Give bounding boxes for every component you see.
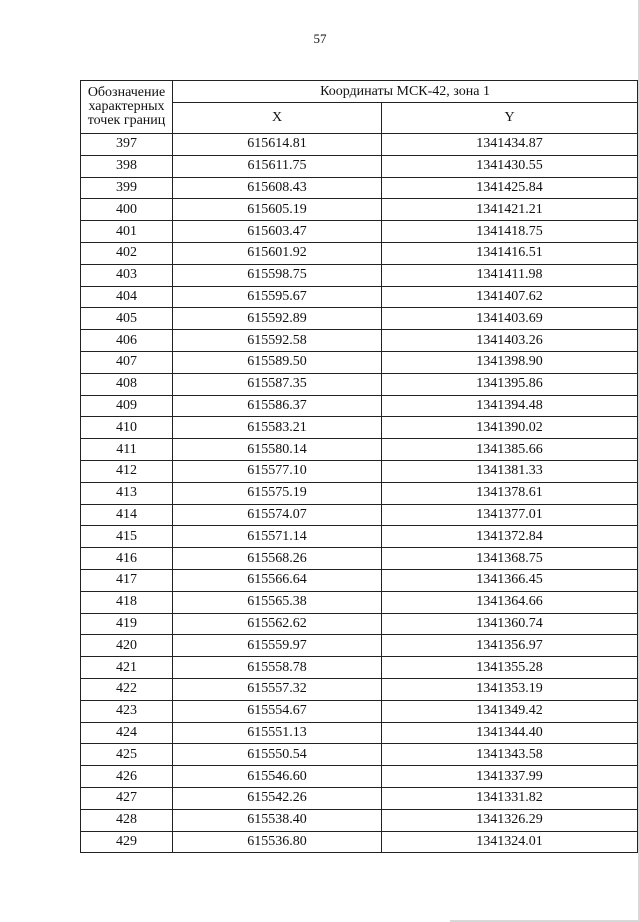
table-row [81,308,638,330]
y-coordinate-cell: 1341403.69 [382,308,638,330]
header-x: X [173,103,382,134]
x-coordinate-cell: 615598.75 [173,264,382,286]
x-coordinate-cell: 615554.67 [173,700,382,722]
y-coordinate-cell: 1341324.01 [382,831,638,853]
point-id-cell: 406 [81,330,173,352]
header-coords-title: Координаты МСК-42, зона 1 [173,81,638,103]
table-row [81,831,638,853]
point-id-cell: 409 [81,395,173,417]
y-coordinate-cell: 1341378.61 [382,482,638,504]
table-row [81,177,638,199]
header-row-1 [81,81,638,103]
point-id-cell: 422 [81,678,173,700]
table-row [81,678,638,700]
table-row [81,439,638,461]
header-points-line-2: характерных [88,99,165,114]
x-coordinate-cell: 615538.40 [173,809,382,831]
x-coordinate-cell: 615575.19 [173,482,382,504]
y-coordinate-cell: 1341344.40 [382,722,638,744]
table-row [81,155,638,177]
table-header [81,81,638,134]
table-row [81,548,638,570]
table-row [81,134,638,156]
point-id-cell: 400 [81,199,173,221]
point-id-cell: 420 [81,635,173,657]
x-coordinate-cell: 615574.07 [173,504,382,526]
point-id-cell: 426 [81,766,173,788]
x-coordinate-cell: 615595.67 [173,286,382,308]
point-id-cell: 421 [81,657,173,679]
table-row [81,199,638,221]
x-coordinate-cell: 615608.43 [173,177,382,199]
point-id-cell: 423 [81,700,173,722]
table-row [81,395,638,417]
point-id-cell: 398 [81,155,173,177]
y-coordinate-cell: 1341331.82 [382,787,638,809]
x-coordinate-cell: 615546.60 [173,766,382,788]
table-row [81,504,638,526]
x-coordinate-cell: 615550.54 [173,744,382,766]
y-coordinate-cell: 1341430.55 [382,155,638,177]
y-coordinate-cell: 1341407.62 [382,286,638,308]
y-coordinate-cell: 1341337.99 [382,766,638,788]
y-coordinate-cell: 1341360.74 [382,613,638,635]
x-coordinate-cell: 615587.35 [173,373,382,395]
table-row [81,417,638,439]
point-id-cell: 397 [81,134,173,156]
table-row [81,787,638,809]
header-points-line-3: точек границ [87,113,166,128]
point-id-cell: 405 [81,308,173,330]
table-row [81,221,638,243]
point-id-cell: 425 [81,744,173,766]
y-coordinate-cell: 1341349.42 [382,700,638,722]
x-coordinate-cell: 615583.21 [173,417,382,439]
x-coordinate-cell: 615586.37 [173,395,382,417]
header-points-line-1: Обозначение [87,85,166,100]
point-id-cell: 419 [81,613,173,635]
point-id-cell: 427 [81,787,173,809]
point-id-cell: 412 [81,460,173,482]
table-row [81,722,638,744]
table-row [81,569,638,591]
coordinates-table [80,80,638,853]
point-id-cell: 399 [81,177,173,199]
x-coordinate-cell: 615614.81 [173,134,382,156]
table-row [81,351,638,373]
y-coordinate-cell: 1341395.86 [382,373,638,395]
x-coordinate-cell: 615558.78 [173,657,382,679]
table-body [81,134,638,853]
point-id-cell: 414 [81,504,173,526]
table-row [81,744,638,766]
x-coordinate-cell: 615592.58 [173,330,382,352]
table-row [81,286,638,308]
y-coordinate-cell: 1341418.75 [382,221,638,243]
x-coordinate-cell: 615603.47 [173,221,382,243]
y-coordinate-cell: 1341394.48 [382,395,638,417]
x-coordinate-cell: 615605.19 [173,199,382,221]
x-coordinate-cell: 615571.14 [173,526,382,548]
table-row [81,460,638,482]
x-coordinate-cell: 615589.50 [173,351,382,373]
header-points-designation [81,81,173,134]
point-id-cell: 416 [81,548,173,570]
y-coordinate-cell: 1341364.66 [382,591,638,613]
x-coordinate-cell: 615592.89 [173,308,382,330]
table-row [81,242,638,264]
point-id-cell: 408 [81,373,173,395]
point-id-cell: 411 [81,439,173,461]
y-coordinate-cell: 1341343.58 [382,744,638,766]
table-row [81,657,638,679]
x-coordinate-cell: 615542.26 [173,787,382,809]
y-coordinate-cell: 1341425.84 [382,177,638,199]
y-coordinate-cell: 1341403.26 [382,330,638,352]
table-row [81,613,638,635]
point-id-cell: 403 [81,264,173,286]
y-coordinate-cell: 1341372.84 [382,526,638,548]
y-coordinate-cell: 1341353.19 [382,678,638,700]
point-id-cell: 402 [81,242,173,264]
table-row [81,526,638,548]
table-row [81,330,638,352]
x-coordinate-cell: 615580.14 [173,439,382,461]
x-coordinate-cell: 615601.92 [173,242,382,264]
point-id-cell: 424 [81,722,173,744]
y-coordinate-cell: 1341366.45 [382,569,638,591]
point-id-cell: 428 [81,809,173,831]
table-row [81,373,638,395]
y-coordinate-cell: 1341421.21 [382,199,638,221]
x-coordinate-cell: 615559.97 [173,635,382,657]
point-id-cell: 404 [81,286,173,308]
table-row [81,635,638,657]
y-coordinate-cell: 1341326.29 [382,809,638,831]
y-coordinate-cell: 1341416.51 [382,242,638,264]
point-id-cell: 417 [81,569,173,591]
header-y: Y [382,103,638,134]
x-coordinate-cell: 615565.38 [173,591,382,613]
x-coordinate-cell: 615566.64 [173,569,382,591]
y-coordinate-cell: 1341434.87 [382,134,638,156]
point-id-cell: 407 [81,351,173,373]
x-coordinate-cell: 615577.10 [173,460,382,482]
y-coordinate-cell: 1341385.66 [382,439,638,461]
table-row [81,264,638,286]
x-coordinate-cell: 615611.75 [173,155,382,177]
x-coordinate-cell: 615562.62 [173,613,382,635]
y-coordinate-cell: 1341355.28 [382,657,638,679]
point-id-cell: 429 [81,831,173,853]
point-id-cell: 401 [81,221,173,243]
table-row [81,809,638,831]
page-number: 57 [313,31,327,46]
point-id-cell: 413 [81,482,173,504]
x-coordinate-cell: 615557.32 [173,678,382,700]
x-coordinate-cell: 615536.80 [173,831,382,853]
point-id-cell: 410 [81,417,173,439]
y-coordinate-cell: 1341411.98 [382,264,638,286]
y-coordinate-cell: 1341368.75 [382,548,638,570]
y-coordinate-cell: 1341390.02 [382,417,638,439]
y-coordinate-cell: 1341381.33 [382,460,638,482]
table-row [81,700,638,722]
table-row [81,591,638,613]
table-row [81,482,638,504]
point-id-cell: 415 [81,526,173,548]
table-row [81,766,638,788]
y-coordinate-cell: 1341398.90 [382,351,638,373]
x-coordinate-cell: 615551.13 [173,722,382,744]
y-coordinate-cell: 1341377.01 [382,504,638,526]
x-coordinate-cell: 615568.26 [173,548,382,570]
y-coordinate-cell: 1341356.97 [382,635,638,657]
point-id-cell: 418 [81,591,173,613]
